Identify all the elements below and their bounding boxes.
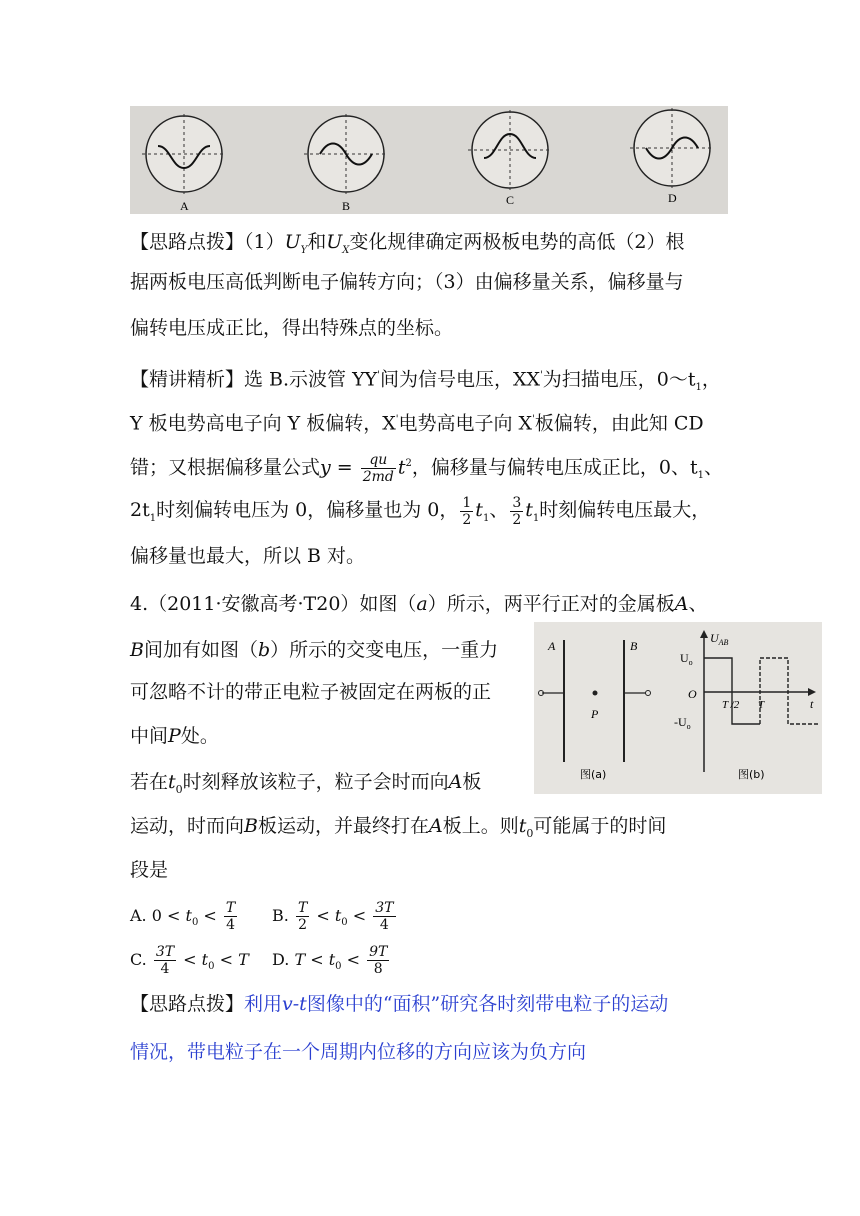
origin-label: O (688, 687, 697, 701)
plate-a-label: A (548, 639, 556, 653)
deflection-formula-fraction: $\frac{qu}{2md}$ (362, 451, 394, 485)
hint2-line1: 【思路点拨】利用v-t图像中的“面积”研究各时刻带电粒子的运动 (130, 993, 669, 1015)
uab-label: $U_{AB}$ (710, 631, 729, 647)
hint1-line3: 偏转电压成正比，得出特殊点的坐标。 (130, 317, 454, 339)
analysis1-line2: Y 板电势高电子向 Y 板偏转，X'电势高电子向 X'板偏转，由此知 CD (130, 412, 704, 435)
plate-b-label: B (630, 639, 638, 653)
option-b: B. $\frac{T}{2}$ < $t_0$ < $\frac{3T}{4}$ (272, 900, 394, 933)
hint1-line2: 据两板电压高低判断电子偏转方向；（3）由偏移量关系，偏移量与 (130, 271, 684, 293)
neg-u0-label: $-U_o$ (674, 715, 691, 731)
caption-a: 图(a) (580, 768, 607, 781)
plates-and-voltage-figure (534, 622, 822, 794)
question4-line7: 段是 (130, 859, 169, 881)
oscilloscope-options-figure (130, 106, 728, 214)
question4-line5: 若在$t_0$时刻释放该粒子，粒子会时而向A板 (130, 771, 482, 796)
option-b-label: B (342, 199, 351, 213)
analysis1-line5: 偏移量也最大，所以 B 对。 (130, 545, 366, 567)
point-p-label: P (591, 707, 599, 721)
t-half-label: T /2 (722, 699, 740, 711)
t-axis-label: t (810, 697, 814, 711)
hint2-line2: 情况，带电粒子在一个周期内位移的方向应该为负方向 (130, 1041, 587, 1063)
analysis1-line1: 【精讲精析】选 B.示波管 YY'间为信号电压，XX'为扫描电压，$0\sim t_1$， (130, 368, 721, 394)
option-d: D. $T < t_0$ < $\frac{9T}{8}$ (272, 944, 388, 977)
option-c: C. $\frac{3T}{4}$ < $t_0 < T$ (130, 944, 249, 977)
question4-line6: 运动，时而向B板运动，并最终打在A板上。则$t_0$可能属于的时间 (130, 815, 667, 840)
question4-line4: 中间P处。 (130, 725, 219, 747)
question4-line2: B间加有如图（b）所示的交变电压，一重力 (130, 639, 499, 661)
question4-line3: 可忽略不计的带正电粒子被固定在两板的正 (130, 681, 492, 703)
t-full-label: T (758, 699, 765, 711)
question4-line1: 4.（2011·安徽高考·T20）如图（a）所示，两平行正对的金属板A、 (130, 593, 708, 615)
u0-label: $U_o$ (680, 651, 693, 667)
option-a-label: A (180, 199, 189, 213)
caption-b: 图(b) (738, 768, 765, 781)
analysis1-line4: $2t_1$时刻偏转电压为 0，偏移量也为 0， $\frac{1}{2}$ $t_1$、 $\frac{3}{2}$ $t_1$时刻偏转电压最大， (130, 494, 711, 528)
hint1-line1: 【思路点拨】$(1)U_Y$和$U_X$变化规律确定两极板电势的高低（2）根 (130, 231, 685, 256)
option-d-label: D (668, 191, 677, 205)
three-halves-fraction: $\frac{3}{2}$ (512, 494, 522, 528)
analysis1-line3: 错；又根据偏移量公式y = $\frac{qu}{2md}$ $t^2$，偏移量与偏转电压成正比，0、$t_1$、 (130, 451, 724, 485)
half-fraction: $\frac{1}{2}$ (462, 494, 472, 528)
option-a: A. $0 < t_0$ < $\frac{T}{4}$ (130, 900, 236, 933)
option-c-label: C (506, 193, 515, 207)
